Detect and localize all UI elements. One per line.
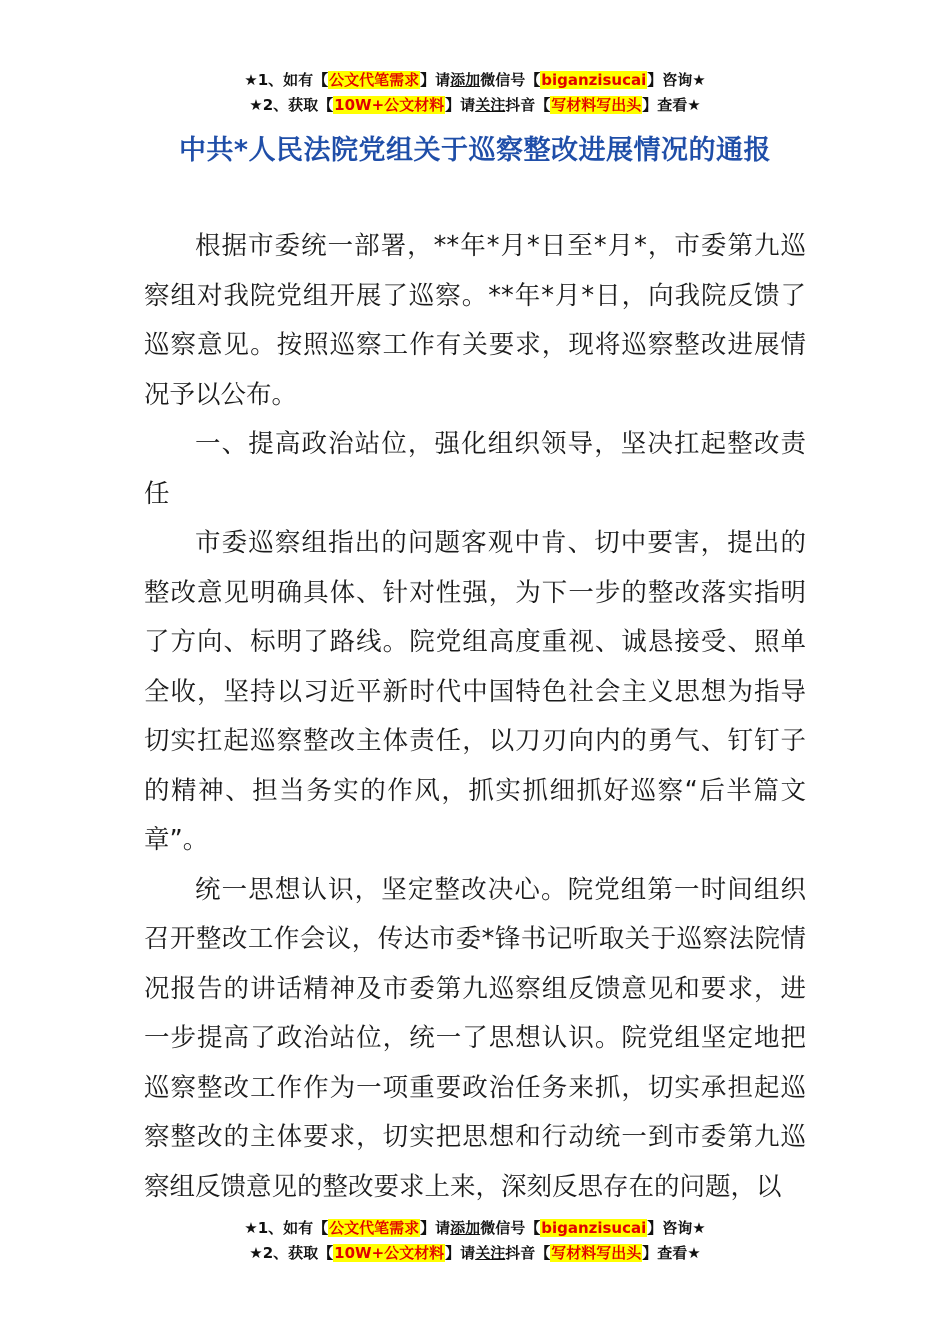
highlight-douyin-account: 写材料写出头	[551, 96, 642, 114]
star-icon: ★	[687, 96, 701, 114]
promo-line-2: ★2、获取【10W+公文材料】请关注抖音【写材料写出头】查看★	[249, 96, 701, 114]
paragraph: 统一思想认识，坚定整改决心。院党组第一时间组织召开整改工作会议，传达市委*锋书记听取关于巡察法院情况报告的讲话精神及市委第九巡察组反馈意见和要求，进一步提高了政治站位，统一了思想认识。院党组坚定地把巡察整改工作作为一项重要政治任务来抓，切实承担起巡察整改的主体要求，切实把思想和行动统一到市委第九巡察组反馈意见的整改要求上来，深刻反思存在的问题，以	[144, 874, 806, 1202]
promo-line-1: ★1、如有【公文代笔需求】请添加微信号【biganzisucai】咨询★	[244, 71, 706, 89]
star-icon: ★	[249, 1244, 263, 1262]
star-icon: ★	[692, 71, 706, 89]
highlight-materials: 10W+公文材料	[334, 96, 445, 114]
star-icon: ★	[692, 1219, 706, 1237]
paragraph: 市委巡察组指出的问题客观中肯、切中要害，提出的整改意见明确具体、针对性强，为下一步的整改落实指明了方向、标明了路线。院党组高度重视、诚恳接受、照单全收，坚持以习近平新时代中国特色社会主义思想为指导切实扛起巡察整改主体责任，以刀刃向内的勇气、钉钉子的精神、担当务实的作风，抓实抓细抓好巡察“后半篇文章”。	[144, 528, 806, 855]
highlight-service: 公文代笔需求	[329, 71, 420, 89]
document-title: 中共*人民法院党组关于巡察整改进展情况的通报	[178, 135, 772, 166]
star-icon: ★	[244, 1219, 258, 1237]
promo-banner-top	[0, 68, 950, 118]
highlight-wechat-id: biganzisucai	[541, 71, 647, 89]
promo-banner-bottom	[0, 1216, 950, 1266]
promo-line-2: ★2、获取【10W+公文材料】请关注抖音【写材料写出头】查看★	[249, 1244, 701, 1262]
star-icon: ★	[244, 71, 258, 89]
highlight-service: 公文代笔需求	[329, 1219, 420, 1237]
highlight-douyin-account: 写材料写出头	[551, 1244, 642, 1262]
star-icon: ★	[249, 96, 263, 114]
document-body	[144, 222, 806, 1212]
highlight-wechat-id: biganzisucai	[541, 1219, 647, 1237]
paragraph: 根据市委统一部署，**年*月*日至*月*，市委第九巡察组对我院党组开展了巡察。**年*月*日，向我院反馈了巡察意见。按照巡察工作有关要求，现将巡察整改进展情况予以公布。	[144, 231, 806, 410]
highlight-materials: 10W+公文材料	[334, 1244, 445, 1262]
section-heading: 一、提高政治站位，强化组织领导，坚决扛起整改责任	[144, 429, 806, 509]
star-icon: ★	[687, 1244, 701, 1262]
promo-line-1: ★1、如有【公文代笔需求】请添加微信号【biganzisucai】咨询★	[244, 1219, 706, 1237]
